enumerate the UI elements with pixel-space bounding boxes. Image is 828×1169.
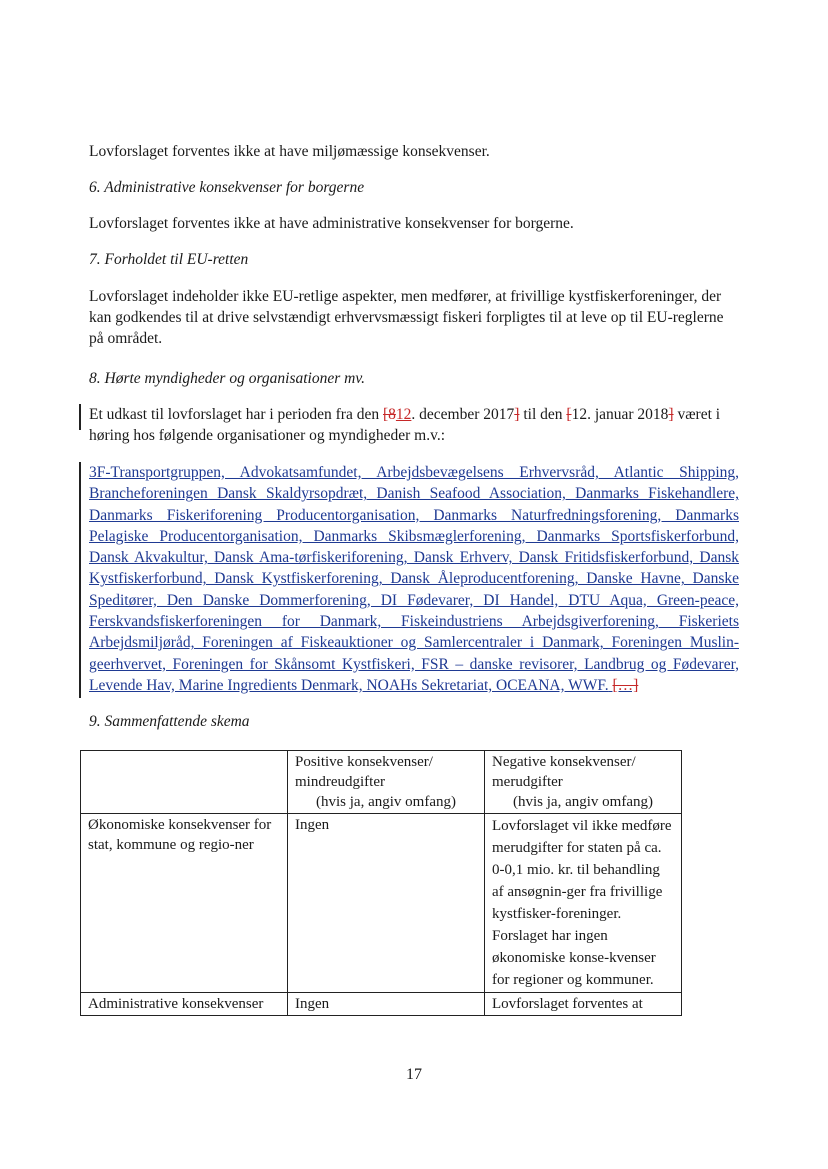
table-cell-positive: Ingen <box>288 993 485 1016</box>
inserted-text: 12 <box>395 406 412 423</box>
table-header-row <box>81 751 682 814</box>
summary-table <box>80 750 682 1016</box>
table-header-positive: Positive konsekvenser/ mindreudgifter (hvis ja, angiv omfang) <box>288 751 485 814</box>
table-header-negative: Negative konsekvenser/ merudgifter (hvis ja, angiv omfang) <box>485 751 682 814</box>
table-header-empty <box>81 751 288 814</box>
table-cell-positive: Ingen <box>288 814 485 993</box>
deleted-text: ] <box>668 406 674 423</box>
deleted-text: [ <box>566 406 572 423</box>
para-admin: Lovforslaget forventes ikke at have administrative konsekvenser for borgerne. <box>89 215 574 232</box>
change-bar <box>79 462 81 698</box>
table-row-label: Økonomiske konsekvenser for stat, kommune og regio-ner <box>81 814 288 993</box>
organisations-list: 3F-Transportgruppen, Advokatsamfundet, Arbejdsbevægelsens Erhvervsråd, Atlantic Shipping, Brancheforeningen Dansk Skaldyrsopdræt, Danish Seafood Association, Danmarks Fiskehandlere, Danmarks Fiskeriforening Producentorganisation, Danmarks Naturfredningsforening, Danmarks Pelagiske Producentorganisation, Danmarks Skibsmæglerforening, Danmarks Sportsfiskerforbund, Dansk Akvakultur, Dansk Ama-tørfiskeriforening, Dansk Erhverv, Dansk Fritidsfiskerforbund, Dansk Kystfiskerforbund, Dansk Kystfiskerforening, Dansk Åleproducentforening, Danske Havne, Danske Speditører, Den Danske Dommerforening, DI Fødevarer, DI Handel, DTU Aqua, Green-peace, Ferskvandsfiskerforeningen for Danmark, Fiskeindustriens Arbejdsgiverforening, Fiskeriets Arbejdsmiljøråd, Foreningen af Fiskeauktioner og Samlercentraler i Danmark, Foreningen Muslin-geerhvervet, Foreningen for Skånsomt Kystfiskeri, FSR – danske revisorer, Landbrug og Fødevarer, Levende Hav, Marine Ingredients Denmark, NOAHs Sekretariat, OCEANA, WWF. […] <box>89 464 739 694</box>
para-miljo: Lovforslaget forventes ikke at have miljømæssige konsekvenser. <box>89 143 490 160</box>
section-7-heading: 7. Forholdet til EU-retten <box>89 251 249 268</box>
section-9-heading: 9. Sammenfattende skema <box>89 713 250 730</box>
table-cell-negative: Lovforslaget forventes at <box>485 993 682 1016</box>
table-cell-negative: Lovforslaget vil ikke medføre merudgifter for staten på ca. 0-0,1 mio. kr. til behandling af ansøgnin-ger fra frivillige kystfisker-foreninger. Forslaget har ingen økonomiske konse-kvenser for regioner og kommuner. <box>485 814 682 993</box>
hoering-paragraph: Et udkast til lovforslaget har i perioden fra den [812. december 2017] til den [12. januar 2018] været i høring hos følgende organisationer og myndigheder m.v.: <box>89 406 721 444</box>
page-number: 17 <box>406 1066 422 1083</box>
para-eu: Lovforslaget indeholder ikke EU-retlige aspekter, men medfører, at frivillige kystfiskerforeninger, der kan godkendes til at drive selvstændigt erhvervsmæssigt fiskeri forpligtes til at leve op til EU-reglerne på området. <box>89 288 724 347</box>
table-row-label: Administrative konsekvenser <box>81 993 288 1016</box>
section-8-heading: 8. Hørte myndigheder og organisationer mv. <box>89 370 365 387</box>
deleted-text: ] <box>514 406 520 423</box>
deleted-text: […] <box>612 676 639 694</box>
section-6-heading: 6. Administrative konsekvenser for borgerne <box>89 179 365 196</box>
change-bar <box>79 404 81 430</box>
table-row <box>81 814 682 993</box>
deleted-text: [8 <box>382 406 396 423</box>
table-row <box>81 993 682 1016</box>
